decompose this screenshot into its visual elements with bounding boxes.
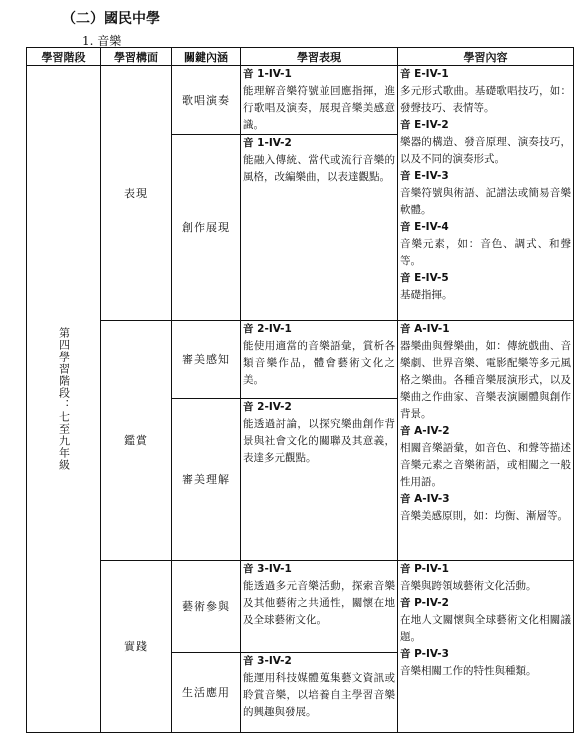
content-text: 音樂符號與術語、記譜法或簡易音樂軟體。 <box>400 187 571 216</box>
content-code: 音 E-IV-1 <box>400 68 449 80</box>
header-key-content: 關鍵內涵 <box>172 48 241 66</box>
content-text: 音樂美感原則，如：均衡、漸層等。 <box>400 510 568 522</box>
content-code: 音 E-IV-2 <box>400 119 449 131</box>
content-code: 音 A-IV-1 <box>400 323 450 335</box>
content-text: 在地人文關懷與全球藝術文化相關議題。 <box>400 614 571 643</box>
performance-cell <box>241 321 398 399</box>
header-dimension: 學習構面 <box>101 48 172 66</box>
performance-text: 能理解音樂符號並回應指揮，進行歌唱及演奏，展現音樂美感意識。 <box>243 85 395 131</box>
content-code: 音 E-IV-4 <box>400 221 449 233</box>
content-text: 多元形式歌曲。基礎歌唱技巧，如：發聲技巧、表情等。 <box>400 85 571 114</box>
key-create: 創作展現 <box>172 135 241 321</box>
header-performance: 學習表現 <box>241 48 398 66</box>
dimension-appreciation: 鑑賞 <box>101 321 172 561</box>
performance-code: 音 1-IV-1 <box>243 68 292 80</box>
performance-text: 能融入傳統、當代或流行音樂的風格，改編樂曲，以表達觀點。 <box>243 154 395 183</box>
content-code: 音 E-IV-5 <box>400 272 449 284</box>
sub-title: 1. 音樂 <box>82 34 122 48</box>
content-text: 樂器的構造、發音原理、演奏技巧，以及不同的演奏形式。 <box>400 136 571 165</box>
performance-cell <box>241 653 398 733</box>
performance-text: 能使用適當的音樂語彙，賞析各類音樂作品，體會藝術文化之美。 <box>243 340 395 386</box>
performance-text: 能運用科技媒體蒐集藝文資訊或聆賞音樂，以培養自主學習音樂的興趣與發展。 <box>243 672 395 718</box>
performance-code: 音 1-IV-2 <box>243 137 292 149</box>
stage-cell <box>27 66 101 733</box>
content-cell <box>398 561 574 733</box>
stage-label: 第四學習階段：七至九年級 <box>57 327 71 471</box>
content-text: 音樂元素，如：音色、調式、和聲等。 <box>400 238 571 267</box>
performance-code: 音 3-IV-2 <box>243 655 292 667</box>
performance-cell <box>241 561 398 653</box>
performance-code: 音 2-IV-2 <box>243 401 292 413</box>
curriculum-table <box>26 47 574 733</box>
content-text: 器樂曲與聲樂曲，如：傳統戲曲、音樂劇、世界音樂、電影配樂等多元風格之樂曲。各種音樂展演形式，以及樂曲之作曲家、音樂表演團體與創作背景。 <box>400 340 571 420</box>
content-code: 音 P-IV-3 <box>400 648 449 660</box>
content-text: 音樂與跨領域藝術文化活動。 <box>400 580 537 592</box>
performance-cell <box>241 135 398 321</box>
content-code: 音 A-IV-2 <box>400 425 450 437</box>
table-row <box>27 66 574 135</box>
header-row <box>27 48 574 66</box>
content-cell <box>398 321 574 561</box>
header-learning-content: 學習內容 <box>398 48 574 66</box>
dimension-expression: 表現 <box>101 66 172 321</box>
key-understand: 審美理解 <box>172 399 241 561</box>
header-stage: 學習階段 <box>27 48 101 66</box>
key-perceive: 審美感知 <box>172 321 241 399</box>
content-code: 音 P-IV-2 <box>400 597 449 609</box>
content-code: 音 P-IV-1 <box>400 563 449 575</box>
performance-cell <box>241 399 398 561</box>
table-row <box>27 321 574 399</box>
performance-code: 音 2-IV-1 <box>243 323 292 335</box>
content-text: 音樂相關工作的特性與種類。 <box>400 665 537 677</box>
content-text: 基礎指揮。 <box>400 289 453 301</box>
performance-code: 音 3-IV-1 <box>243 563 292 575</box>
content-text: 相關音樂語彙，如音色、和聲等描述音樂元素之音樂術語，或相關之一般性用語。 <box>400 442 571 488</box>
content-code: 音 E-IV-3 <box>400 170 449 182</box>
key-participate: 藝術參與 <box>172 561 241 653</box>
performance-text: 能透過討論，以探究樂曲創作背景與社會文化的關聯及其意義，表達多元觀點。 <box>243 418 395 464</box>
content-code: 音 A-IV-3 <box>400 493 450 505</box>
section-title: （二）國民中學 <box>62 11 160 27</box>
table-row <box>27 561 574 653</box>
dimension-practice: 實踐 <box>101 561 172 733</box>
performance-cell <box>241 66 398 135</box>
key-sing: 歌唱演奏 <box>172 66 241 135</box>
key-life: 生活應用 <box>172 653 241 733</box>
performance-text: 能透過多元音樂活動，探索音樂及其他藝術之共通性，關懷在地及全球藝術文化。 <box>243 580 395 626</box>
content-cell <box>398 66 574 321</box>
